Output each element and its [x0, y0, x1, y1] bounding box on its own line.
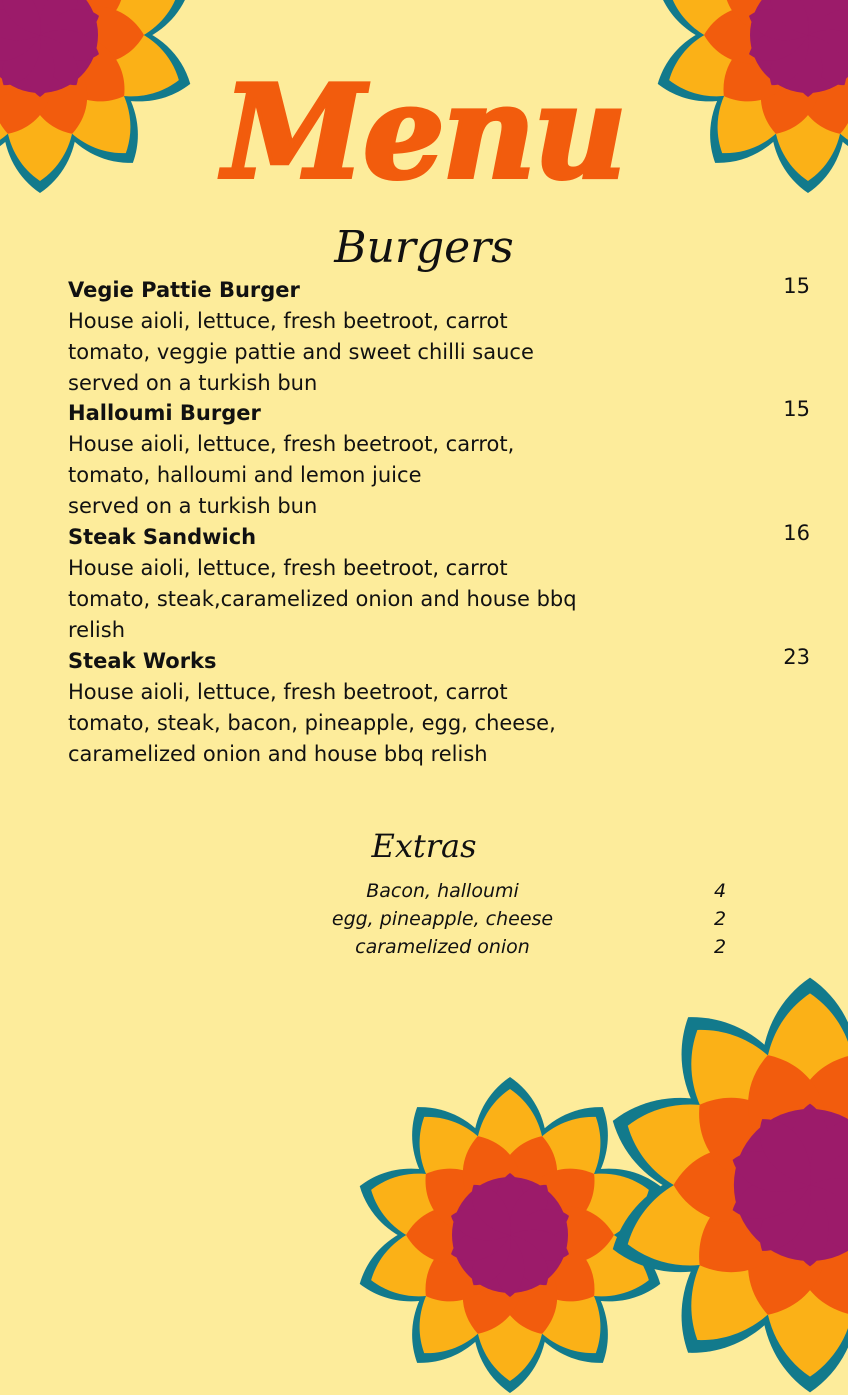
menu-item: [68, 645, 810, 770]
item-description: House aioli, lettuce, fresh beetroot, carrot tomato, steak,caramelized onion and house bbq relish: [68, 556, 577, 642]
extra-item: [0, 905, 848, 933]
extra-name: egg, pineapple, cheese: [331, 908, 554, 930]
extra-name: Bacon, halloumi: [366, 880, 519, 902]
item-price: 23: [783, 645, 810, 669]
item-name: Vegie Pattie Burger: [68, 278, 300, 302]
extra-item: [0, 933, 848, 961]
extra-price: 2: [713, 908, 727, 930]
item-price: 15: [783, 397, 810, 421]
menu-item: [68, 274, 810, 399]
extra-name: caramelized onion: [355, 936, 530, 958]
item-name: Steak Sandwich: [68, 525, 257, 549]
flower-icon: [600, 975, 848, 1395]
item-name: Halloumi Burger: [68, 401, 261, 425]
menu-title: Menu: [223, 58, 625, 208]
menu-item: [68, 521, 810, 646]
section-title-extras: Extras: [371, 827, 477, 865]
extra-item: [0, 877, 848, 905]
item-description: House aioli, lettuce, fresh beetroot, carrot tomato, steak, bacon, pineapple, egg, cheese, caramelized onion and house bbq relish: [68, 680, 556, 766]
extra-price: 4: [713, 880, 727, 902]
item-name: Steak Works: [68, 649, 217, 673]
item-price: 15: [783, 274, 810, 298]
item-price: 16: [783, 521, 810, 545]
menu-item: [68, 397, 810, 522]
item-description: House aioli, lettuce, fresh beetroot, carrot, tomato, halloumi and lemon juice served on a turkish bun: [68, 432, 515, 518]
extra-price: 2: [713, 936, 727, 958]
item-description: House aioli, lettuce, fresh beetroot, carrot tomato, veggie pattie and sweet chilli sauce served on a turkish bun: [68, 309, 534, 395]
section-title-burgers: Burgers: [334, 222, 514, 273]
